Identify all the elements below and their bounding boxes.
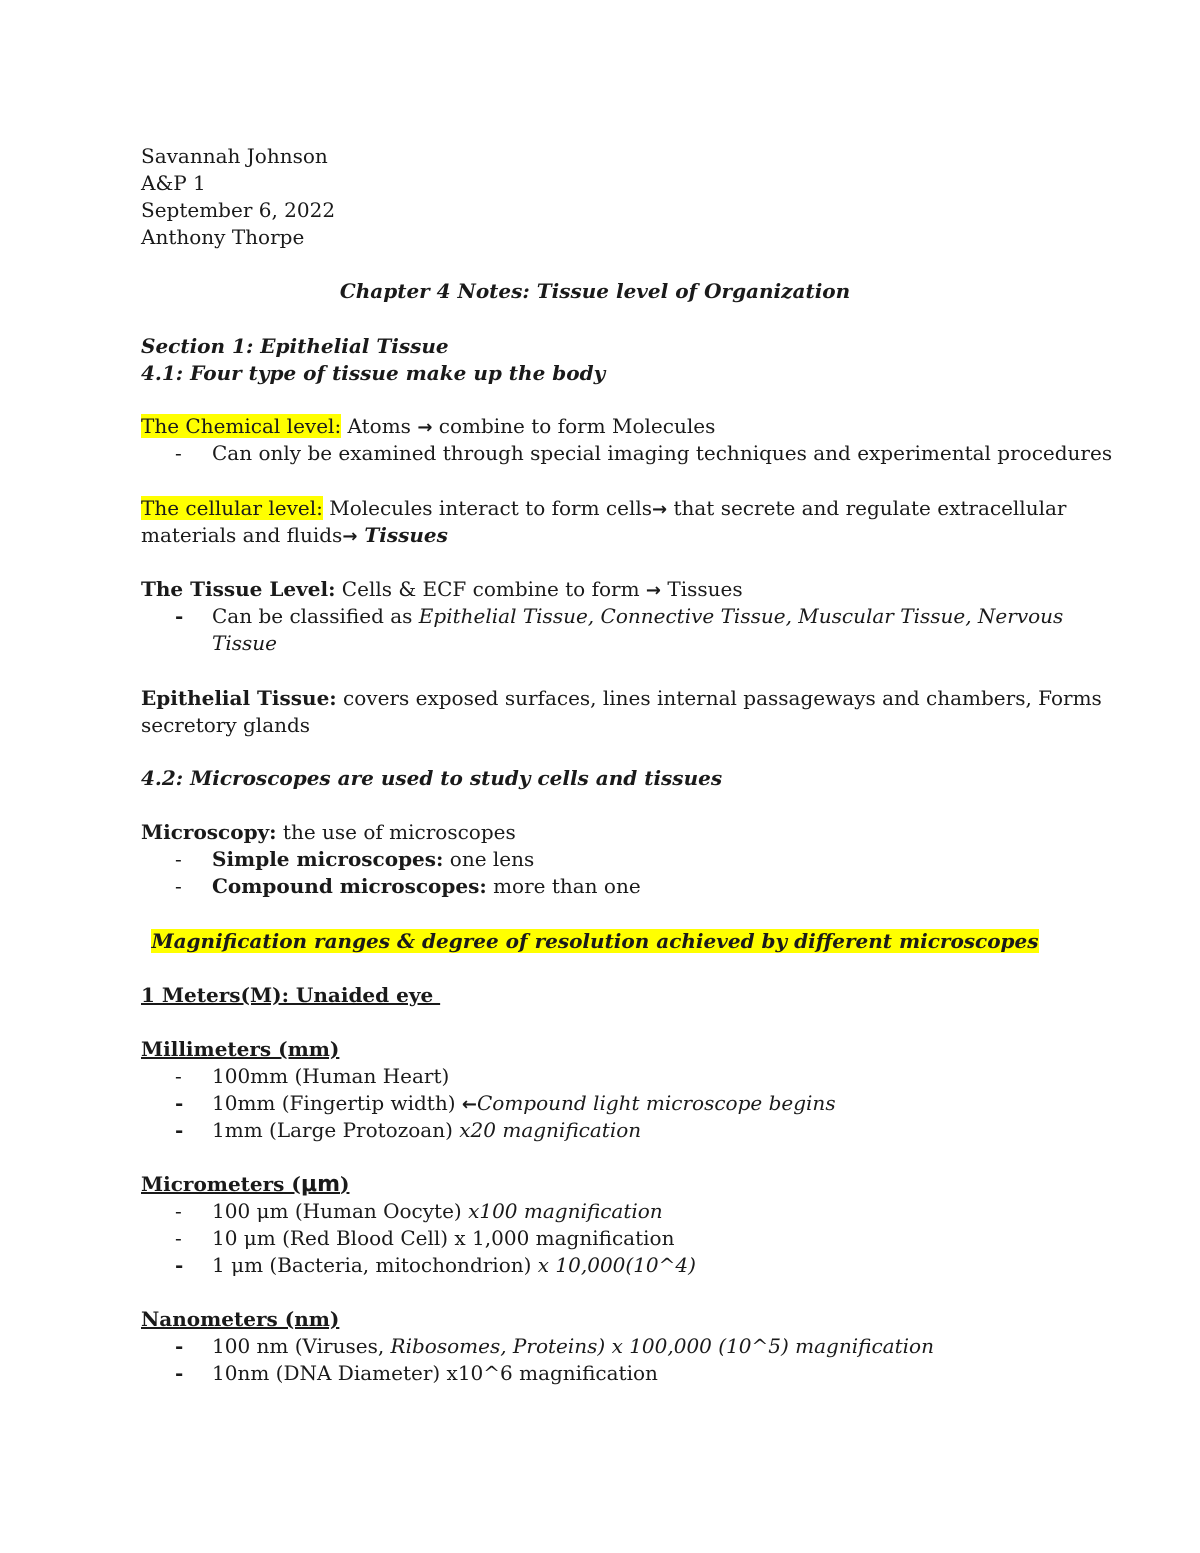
bullet-dash: - [175,1199,182,1223]
meters-heading: 1 Meters(M): Unaided eye [141,983,441,1007]
section-4-2-heading: 4.2: Microscopes are used to study cells and tissues [141,766,723,790]
bullet-dash: - [175,1361,184,1385]
epithelial-line-2: secretory glands [141,713,311,737]
tissue-level-line: The Tissue Level: Cells & ECF combine to form → Tissues [141,577,743,601]
mm-item-heart: 100mm (Human Heart) [212,1064,450,1088]
bullet-dash: - [175,1118,184,1142]
right-arrow-icon: → [417,417,433,438]
epithelial-line: Epithelial Tissue: covers exposed surfaces, lines internal passageways and chambers, Forms [141,686,1102,710]
epithelial-label: Epithelial Tissue: [141,686,337,710]
right-arrow-icon: → [652,499,668,520]
bullet-dash: - [175,1226,182,1250]
date: September 6, 2022 [141,198,336,222]
course-name: A&P 1 [141,171,206,195]
microscopy-label: Microscopy: [141,820,277,844]
cellular-level-label: The cellular level: [141,496,323,520]
tissue-level-label: The Tissue Level: [141,577,336,601]
student-name: Savannah Johnson [141,144,328,168]
chapter-title: Chapter 4 Notes: Tissue level of Organization [339,279,851,303]
nm-item-dna: 10nm (DNA Diameter) x10^6 magnification [212,1361,658,1385]
bullet-dash: - [175,1334,184,1358]
compound-microscope-bullet: Compound microscopes: more than one [212,874,641,898]
bullet-dash: - [175,604,184,628]
micrometers-heading: Micrometers (μm) [141,1172,350,1197]
right-arrow-icon: → [342,526,358,547]
cellular-level-line-2: materials and fluids→ Tissues [141,523,448,547]
tissue-bullet-wrap: Tissue [212,631,277,655]
bullet-dash: - [175,874,182,898]
magnification-title: Magnification ranges & degree of resolution achieved by different microscopes [151,929,1039,953]
subsection-heading: 4.1: Four type of tissue make up the body [141,361,606,385]
nm-item-viruses: 100 nm (Viruses, Ribosomes, Proteins) x 100,000 (10^5) magnification [212,1334,934,1358]
bullet-dash: - [175,1253,184,1277]
bullet-dash: - [175,1091,184,1115]
cellular-level-line: The cellular level: Molecules interact to form cells→ that secrete and regulate extracellular [141,496,1067,520]
right-arrow-icon: → [645,580,661,601]
um-item-bacteria: 1 μm (Bacteria, mitochondrion) x 10,000(10^4) [212,1253,696,1277]
bullet-dash: - [175,1064,182,1088]
left-arrow-icon: ← [461,1094,477,1115]
um-item-rbc: 10 μm (Red Blood Cell) x 1,000 magnification [212,1226,675,1250]
nanometers-heading: Nanometers (nm) [141,1307,340,1331]
millimeters-heading: Millimeters (mm) [141,1037,340,1061]
chemical-level-line: The Chemical level: Atoms → combine to form Molecules [141,414,716,438]
um-item-oocyte: 100 μm (Human Oocyte) x100 magnification [212,1199,663,1223]
section-heading: Section 1: Epithelial Tissue [141,334,449,358]
chemical-level-label: The Chemical level: [141,414,342,438]
tissue-bullet: Can be classified as Epithelial Tissue, Connective Tissue, Muscular Tissue, Nervous [212,604,1064,628]
microscopy-line: Microscopy: the use of microscopes [141,820,516,844]
mm-item-fingertip: 10mm (Fingertip width) ←Compound light microscope begins [212,1091,836,1115]
chemical-bullet: Can only be examined through special imaging techniques and experimental procedures [212,441,1113,465]
simple-microscope-bullet: Simple microscopes: one lens [212,847,535,871]
bullet-dash: - [175,847,182,871]
mm-item-protozoan: 1mm (Large Protozoan) x20 magnification [212,1118,642,1142]
instructor-name: Anthony Thorpe [141,225,305,249]
bullet-dash: - [175,441,182,465]
